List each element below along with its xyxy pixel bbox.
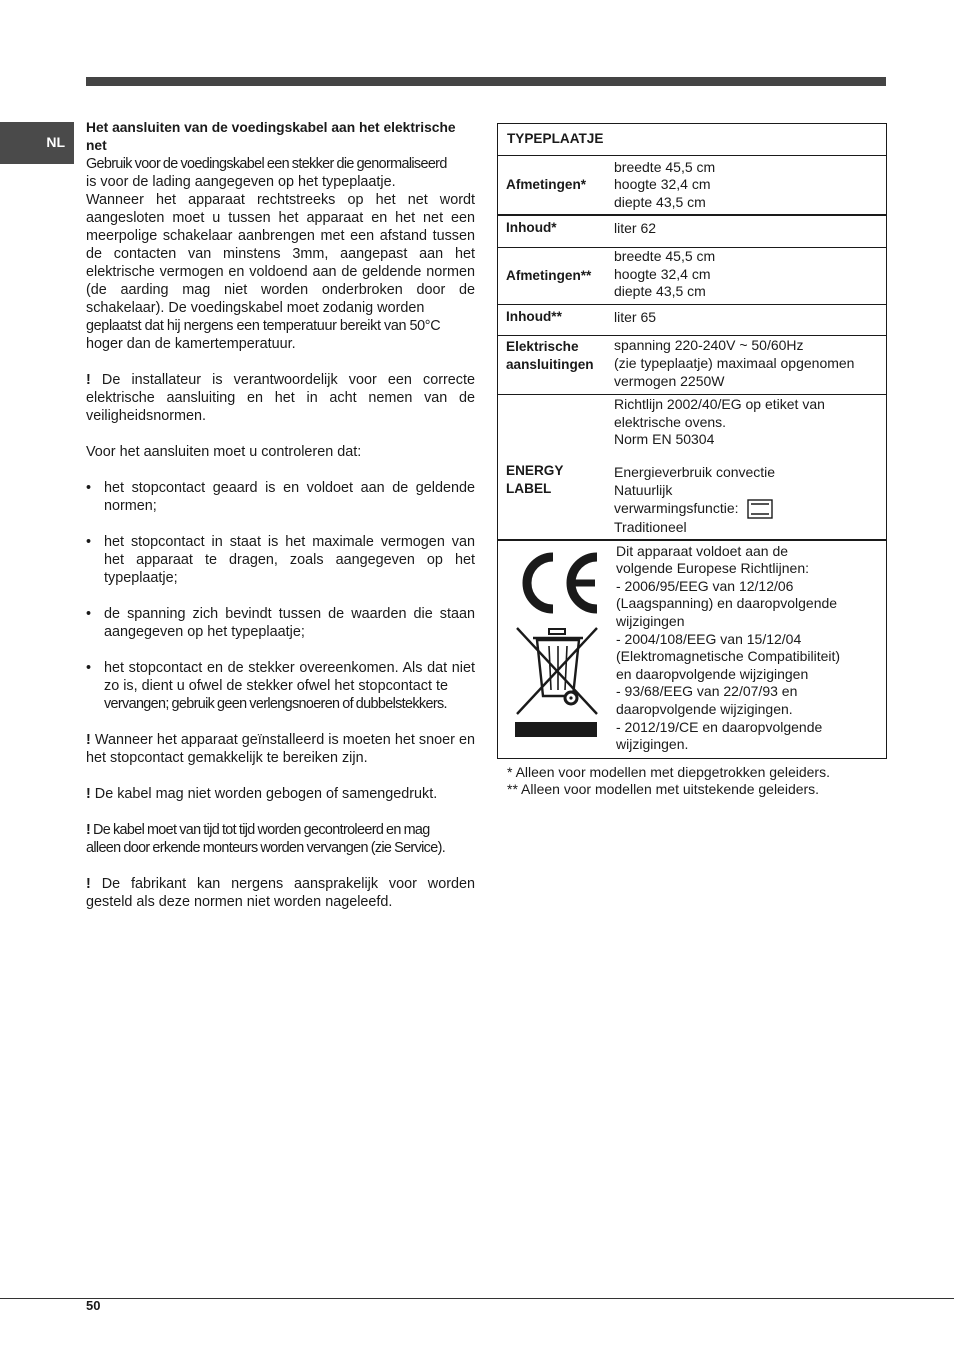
plate-row-compliance [498, 541, 886, 758]
exclamation-icon: ! [86, 372, 91, 388]
list-item: • het stopcontact geaard is en voldoet aan de geldende normen; [86, 480, 475, 514]
exclamation-icon: ! [86, 732, 91, 748]
exclamation-icon: ! [86, 786, 91, 802]
warning-accessible: ! Wanneer het apparaat geïnstalleerd is moeten het snoer en het stopcontact gemakkelijk te bereiken zijn. [86, 732, 476, 766]
row-label: Afmetingen* [506, 177, 587, 193]
plate-row-capacity-2 [498, 305, 886, 337]
row-label: Elektrische aansluitingen [506, 339, 594, 372]
list-item: • het stopcontact in staat is het maximale vermogen van het apparaat te dragen, zoals aangegeven op het typeplaatje; [86, 534, 475, 586]
check-intro: Voor het aansluiten moet u controleren dat: [86, 444, 362, 460]
row-value: breedte 45,5 cm hoogte 32,4 cm diepte 43,5 cm [614, 247, 716, 300]
row-value: liter 65 [614, 308, 657, 325]
paragraph-temperature-line: geplaatst dat hij nergens een temperatuur bereikt van 50°C [86, 318, 441, 334]
compliance-marks [498, 541, 614, 758]
page-number: 50 [86, 1298, 101, 1313]
paragraph-room-temp-line: hoger dan de kamertemperatuur. [86, 336, 296, 352]
oven-heating-icon [747, 499, 773, 519]
weee-crossed-bin-icon [515, 626, 601, 738]
warning-check-cable-line-2: alleen door erkende monteurs worden vervangen (zie Service). [86, 840, 446, 856]
warning-bend: ! De kabel mag niet worden gebogen of samengedrukt. [86, 786, 438, 802]
list-item: • de spanning zich bevindt tussen de waarden die staan aangegeven op het typeplaatje; [86, 606, 475, 640]
rating-plate-table [497, 123, 887, 759]
row-label: Afmetingen** [506, 268, 592, 284]
compliance-text: Dit apparaat voldoet aan de volgende Europese Richtlijnen: - 2006/95/EEG van 12/12/06 (Laagspanning) en daaropvolgende wijzigingen - 2004/108/EEG van 15/12/04 (Elektromagnetische Compatibiliteit) en daaropvolgende wijzigingen - 93/68/EEG van 22/07/93 en daaropvolgende wijzigingen. - 2012/19/CE en daaropvolgende wijzigingen. [616, 542, 841, 753]
row-label: Inhoud* [506, 220, 557, 236]
paragraph-plug-line-2: is voor de lading aangegeven op het typeplaatje. [86, 174, 396, 190]
plate-row-dimensions-2 [498, 248, 886, 305]
warning-check-cable-line-1: ! De kabel moet van tijd tot tijd worden gecontroleerd en mag [86, 822, 430, 838]
exclamation-icon: ! [86, 876, 91, 892]
check-list [86, 479, 475, 713]
row-value: liter 62 [614, 220, 657, 237]
exclamation-icon: ! [86, 822, 91, 838]
footnote-2: ** Alleen voor modellen met uitstekende geleiders. [507, 781, 820, 797]
plate-row-dimensions-1 [498, 156, 886, 217]
row-value: breedte 45,5 cm hoogte 32,4 cm diepte 43,5 cm [614, 158, 716, 210]
warning-installer: ! De installateur is verantwoordelijk voor een correcte elektrische aansluiting en het in acht nemen van de veiligheidsnormen. [86, 372, 475, 424]
section-title: Het aansluiten van de voedingskabel aan het elektrische net [86, 120, 456, 153]
list-item: • het stopcontact en de stekker overeenkomen. Als dat niet zo is, dient u ofwel de stekker ofwel het stopcontact te vervangen; gebruik geen verlengsnoeren of dubbelstekkers. [86, 660, 475, 712]
row-value: spanning 220-240V ~ 50/60Hz (zie typeplaatje) maximaal opgenomen vermogen 2250W [614, 337, 855, 389]
footnotes [507, 764, 830, 798]
plate-row-capacity-1 [498, 216, 886, 248]
paragraph-plug-line-1: Gebruik voor de voedingskabel een stekker die genormaliseerd [86, 156, 447, 172]
header-bar [86, 77, 886, 86]
language-tab: NL [0, 122, 74, 164]
row-label: ENERGY LABEL [506, 463, 564, 496]
plate-row-electrical [498, 336, 886, 395]
plate-row-energy [498, 395, 886, 541]
left-column [86, 119, 475, 911]
row-value: Richtlijn 2002/40/EG op etiket van elektrische ovens. Norm EN 50304 Energieverbruik convectie Natuurlijk verwarmingsfunctie: Traditioneel [614, 396, 825, 536]
paragraph-direct-connection: Wanneer het apparaat rechtstreeks op het net wordt aangesloten moet u tussen het apparaat en het net een meerpolige schakelaar aanbrengen met een afstand tussen de contacten van minstens 3mm, aangepast aan het elektrische vermogen en voldoend aan de geldende normen (de aarding mag niet worden onderbroken door de schakelaar). De voedingskabel moet zodanig worden [86, 192, 475, 316]
plate-header: TYPEPLAATJE [498, 124, 886, 156]
ce-mark-icon [515, 551, 601, 615]
footer-rule [0, 1298, 954, 1299]
footnote-1: * Alleen voor modellen met diepgetrokken geleiders. [507, 764, 830, 780]
warning-manufacturer: ! De fabrikant kan nergens aansprakelijk voor worden gesteld als deze normen niet worden nageleefd. [86, 876, 475, 910]
row-label: Inhoud** [506, 308, 562, 324]
